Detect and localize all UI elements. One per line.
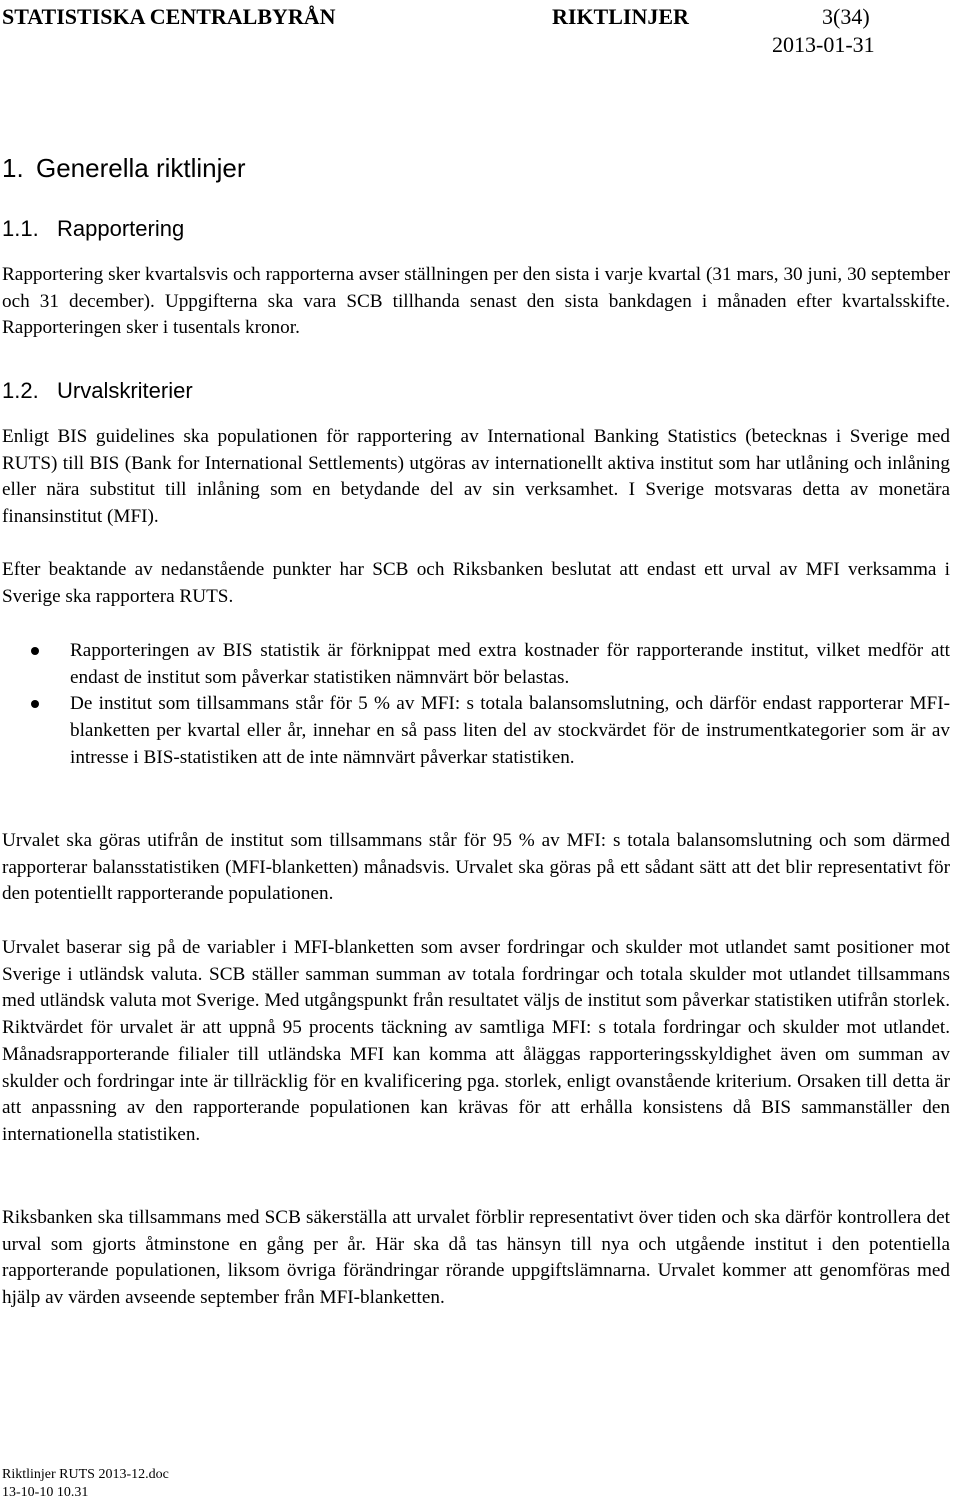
list-item-text: De institut som tillsammans står för 5 % av MFI: s totala balansomslutning, och därför endast rapporterar MFI-blanketten per kvartal eller år, innehar en så pass liten del av stockvärdet för de instrumentkategorier som är av intresse i BIS-statistiken att de inte nämnvärt påverkar statistiken. (70, 693, 950, 768)
section-title: Generella riktlinjer (36, 153, 246, 183)
header-doc-type: RIKTLINJER (552, 4, 689, 29)
header-date: 2013-01-31 (772, 32, 875, 57)
paragraph-bis-guidelines: Enligt BIS guidelines ska populationen för rapportering av International Banking Statistics (betecknas i Sverige med RUTS) till BIS (Bank for International Settlements) utgöras av internationellt aktiva institut som har utlåning och inlåning eller nära substitut till inlåning som en betydande del av sin verksamhet. I Sverige motsvaras detta av monetära finansinstitut (MFI). (2, 426, 950, 528)
footer-filename: Riktlinjer RUTS 2013-12.doc (2, 1467, 169, 1482)
subsection-title: Urvalskriterier (57, 378, 193, 403)
header-page-number: 3(34) (822, 4, 870, 29)
bullet-icon (31, 700, 39, 708)
paragraph-urval-basis: Urvalet ska göras utifrån de institut som tillsammans står för 95 % av MFI: s totala balansomslutning och som därmed rapporterar balansstatistiken (MFI-blanketten) månadsvis. Urvalet ska göras på ett sådant sätt att det blir representativt för den potentiellt rapporterande populationen. (2, 830, 950, 905)
bullet-icon (31, 647, 39, 655)
paragraph-urval-decision: Efter beaktande av nedanstående punkter har SCB och Riksbanken beslutat att endast ett urval av MFI verksamma i Sverige ska rapportera RUTS. (2, 559, 950, 607)
section-number: 1. (2, 153, 24, 183)
list-item (0, 638, 950, 691)
paragraph-rapportering: Rapportering sker kvartalsvis och rapporterna avser ställningen per den sista i varje kvartal (31 mars, 30 juni, 30 september och 31 december). Uppgifterna ska vara SCB tillhanda senast den sista bankdagen i månaden efter kvartalsskifte. Rapporteringen sker i tusentals kronor. (2, 264, 950, 339)
section-heading (2, 153, 246, 184)
subsection-heading-urvalskriterier (2, 378, 193, 404)
subsection-heading-rapportering (2, 216, 184, 242)
list-item (0, 691, 950, 771)
bullet-list (0, 638, 950, 772)
paragraph-urval-variables: Urvalet baserar sig på de variabler i MFI-blanketten som avser fordringar och skulder mot utlandet samt positioner mot Sverige i utländsk valuta. SCB ställer samman summan av totala fordringar och totala skulder mot utlandet tillsammans med utländsk valuta mot Sverige. Med utgångspunkt från resultatet väljs de institut som påverkar statistiken utifrån storlek. Riktvärdet för urvalet är att uppnå 95 procents täckning av samtliga MFI: s totala fordringar och skulder mot utlandet. Månadsrapporterande filialer till utländska MFI kan komma att åläggas rapporteringsskyldighet även om summan av skulder och fordringar inte är tillräcklig för en kvalificering pga. storlek, enligt ovanstående kriterium. Orsaken till detta är att anpassning av den rapporterande populationen kan krävas för att erhålla konsistens då BIS sammanställer den internationella statistiken. (2, 937, 950, 1145)
list-item-text: Rapporteringen av BIS statistik är förknippat med extra kostnader för rapporterande institut, vilket medför att endast de institut som påverkar statistiken nämnvärt bör belastas. (70, 640, 950, 688)
subsection-number: 1.1. (2, 216, 39, 241)
subsection-title: Rapportering (57, 216, 185, 241)
footer-timestamp: 13-10-10 10.31 (2, 1485, 89, 1500)
header-organization: STATISTISKA CENTRALBYRÅN (2, 4, 336, 29)
paragraph-urval-review: Riksbanken ska tillsammans med SCB säkerställa att urvalet förblir representativt över tiden och ska därför kontrollera det urval som gjorts åtminstone en gång per år. Här ska då tas hänsyn till nya och utgående institut i den potentiella rapporterande populationen, liksom övriga förändringar rörande uppgiftslämnarna. Urvalet kommer att genomföras med hjälp av värden avseende september från MFI-blanketten. (2, 1207, 950, 1309)
subsection-number: 1.2. (2, 378, 39, 403)
